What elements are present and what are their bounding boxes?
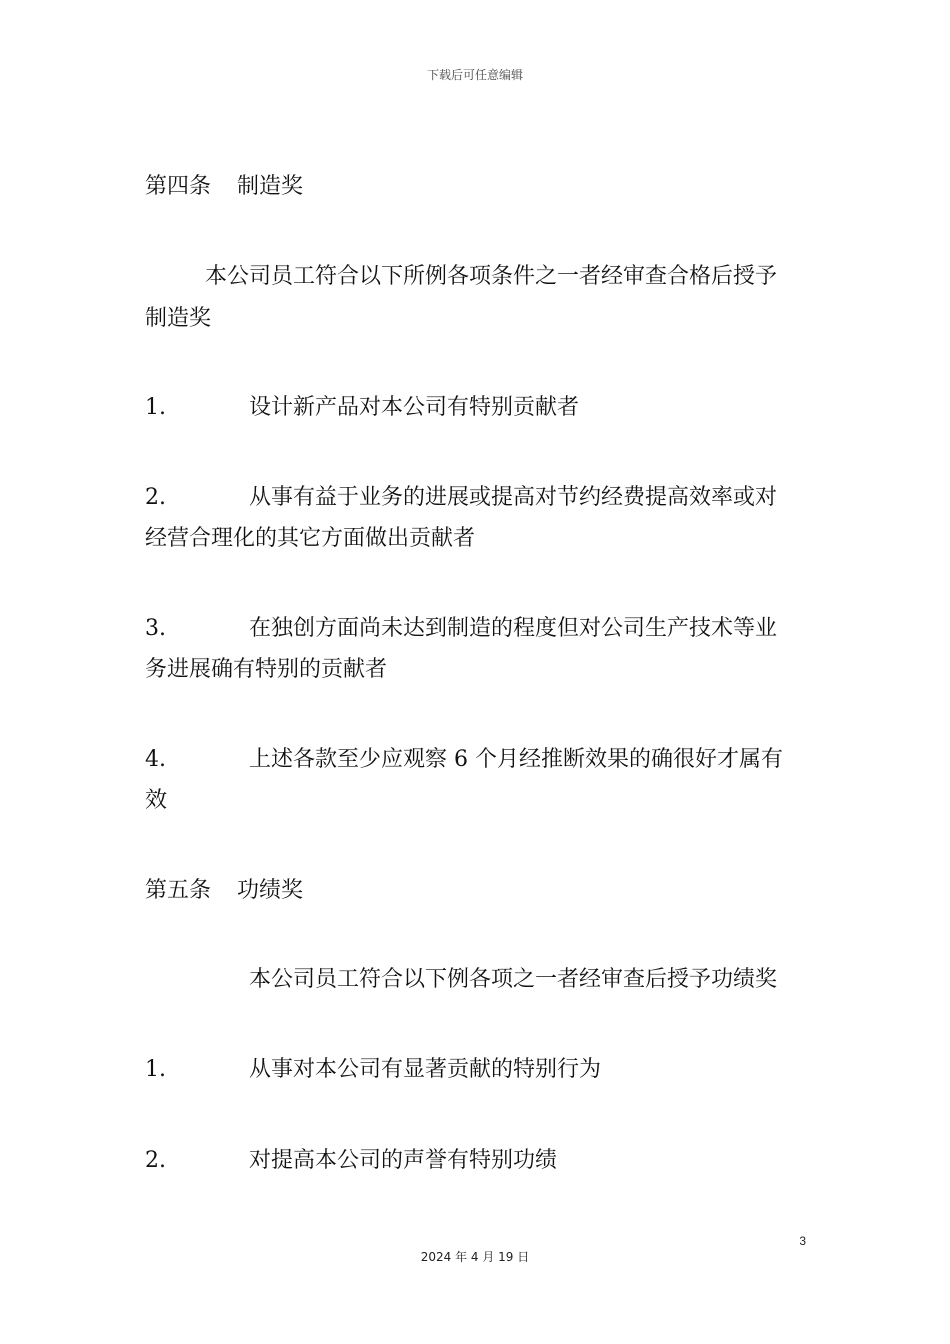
item-number: 2. (145, 1148, 166, 1173)
item-number: 3. (145, 616, 166, 641)
article-4-title: 制造奖 (237, 174, 304, 199)
item-number: 4. (145, 747, 166, 772)
article-4-intro-line2: 制造奖 (145, 306, 212, 331)
item-text: 在独创方面尚未达到制造的程度但对公司生产技术等业 (249, 616, 778, 641)
item-text: 上述各款至少应观察 6 个月经推断效果的确很好才属有 (249, 747, 783, 772)
page-footer-date: 2024 年 4 月 19 日 (420, 1250, 530, 1264)
page-header: 下载后可任意编辑 (426, 68, 523, 82)
article-4-item-4-cont: 效 (145, 788, 168, 813)
article-4-item-4 (145, 749, 783, 771)
item-text: 从事有益于业务的进展或提高对节约经费提高效率或对 (249, 485, 778, 510)
article-4-intro-line1: 本公司员工符合以下所例各项条件之一者经审查合格后授予 (205, 264, 778, 289)
article-5-title: 功绩奖 (237, 878, 304, 903)
article-4-item-2 (145, 487, 777, 509)
article-4-item-3 (145, 618, 777, 640)
item-text: 从事对本公司有显著贡献的特别行为 (249, 1057, 602, 1082)
article-5-item-2 (145, 1150, 557, 1172)
item-text: 对提高本公司的声誉有特别功绩 (249, 1148, 558, 1173)
article-5-intro: 本公司员工符合以下例各项之一者经审查后授予功绩奖 (249, 967, 778, 992)
article-5-item-1 (145, 1059, 601, 1081)
article-4-item-1 (145, 397, 579, 419)
item-number: 2. (145, 485, 166, 510)
item-number: 1. (145, 395, 166, 420)
article-4-heading (145, 176, 303, 198)
article-4-item-2-cont: 经营合理化的其它方面做出贡献者 (145, 526, 476, 551)
page-number: 3 (799, 1234, 806, 1248)
article-4-label: 第四条 (145, 174, 212, 199)
item-number: 1. (145, 1057, 166, 1082)
article-5-heading (145, 880, 303, 902)
item-text: 设计新产品对本公司有特别贡献者 (249, 395, 580, 420)
article-4-item-3-cont: 务进展确有特别的贡献者 (145, 657, 388, 682)
article-5-label: 第五条 (145, 878, 212, 903)
